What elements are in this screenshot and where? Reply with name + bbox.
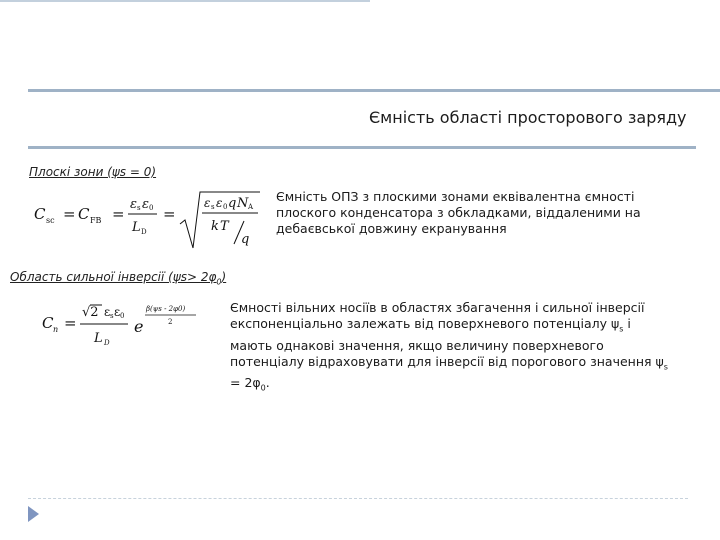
inversion-text-mid: і мають однакові значення, якщо величину поверхневого потенціалу відраховувати для інверсії від порогового значення ψ <box>230 316 664 369</box>
formula2-exponent: β(ψs - 2φ0) <box>146 305 186 313</box>
formula1-k-symbol: k <box>211 219 219 234</box>
formula1-t-symbol: T <box>220 219 229 234</box>
formula1-n-symbol: N <box>237 196 249 211</box>
next-slide-arrow-icon[interactable] <box>28 506 39 522</box>
formula1-l-symbol: L <box>132 220 141 235</box>
top-divider <box>28 89 720 92</box>
formula2-s-subscript: s <box>110 312 114 320</box>
formula2-exp-base: e <box>134 317 144 336</box>
title-underline <box>28 146 696 149</box>
formula1-root-eps-0: ε <box>216 196 223 210</box>
formula1-sc-subscript: sc <box>46 216 55 225</box>
formula1-c-symbol-2: C <box>78 205 90 223</box>
formula1-d-subscript: D <box>141 228 147 236</box>
formula2-exponent-denominator: 2 <box>168 318 173 326</box>
formula2-eps-s: ε <box>104 305 111 319</box>
formula2-sqrt2: √2 <box>82 305 99 320</box>
slide-title: Ємність області просторового заряду <box>369 108 687 127</box>
flat-band-heading: Плоскі зони (ψs = 0) <box>29 165 157 179</box>
strong-inversion-heading-main: Область сильної інверсії (ψs> 2φ <box>10 270 217 284</box>
formula2-equals: = <box>64 314 77 332</box>
formula2-d-subscript: D <box>104 339 110 347</box>
formula1-root-s-sub: s <box>211 203 215 211</box>
formula1-root-zero-sub: 0 <box>223 203 228 211</box>
formula1-equals-2: = <box>112 205 125 223</box>
inversion-text-end: . <box>265 375 270 390</box>
inversion-text-sub1: s <box>619 324 624 334</box>
footer-dashed-divider <box>28 498 688 499</box>
formula1-eps-0: ε <box>142 197 149 212</box>
formula2-n-subscript: n <box>53 325 59 334</box>
formula1-a-subscript: A <box>248 203 254 211</box>
formula2-c-symbol: C <box>42 314 54 332</box>
formula2-zero-subscript: 0 <box>120 312 125 320</box>
formula1-fb-subscript: FB <box>90 216 102 225</box>
inversion-text-sub3: 0 <box>260 383 266 393</box>
formula1-eps-s: ε <box>130 197 137 212</box>
formula1-c-symbol: C <box>34 205 46 223</box>
flat-band-formula <box>30 186 270 258</box>
strong-inversion-heading <box>10 270 226 286</box>
section-divider <box>0 0 370 2</box>
formula2-eps-0: ε <box>114 305 121 319</box>
formula1-equals-3: = <box>163 205 176 223</box>
inversion-text-eq: = 2φ <box>230 375 261 390</box>
strong-inversion-heading-end: ) <box>221 270 227 284</box>
inversion-text-sub2: s <box>663 362 668 371</box>
strong-inversion-description <box>230 300 670 397</box>
strong-inversion-formula <box>38 294 218 354</box>
formula1-q-denominator: q <box>241 232 250 247</box>
formula1-root-eps-s: ε <box>204 196 211 210</box>
formula1-s-subscript: s <box>137 204 141 212</box>
formula1-q-symbol: q <box>228 196 237 211</box>
formula1-zero-subscript: 0 <box>149 204 154 212</box>
inversion-text-main: Ємності вільних носіїв в областях збагачення і сильної інверсії експоненціально залежать від поверхневого потенціалу ψ <box>230 300 645 331</box>
formula2-l-symbol: L <box>94 331 103 346</box>
flat-band-description: Ємність ОПЗ з плоскими зонами еквівалентна ємності плоского конденсатора з обкладками, віддаленими на дебаєвської довжину екранування <box>276 189 641 236</box>
strong-inversion-heading-sub: 0 <box>216 277 222 287</box>
formula1-equals-1: = <box>63 205 76 223</box>
